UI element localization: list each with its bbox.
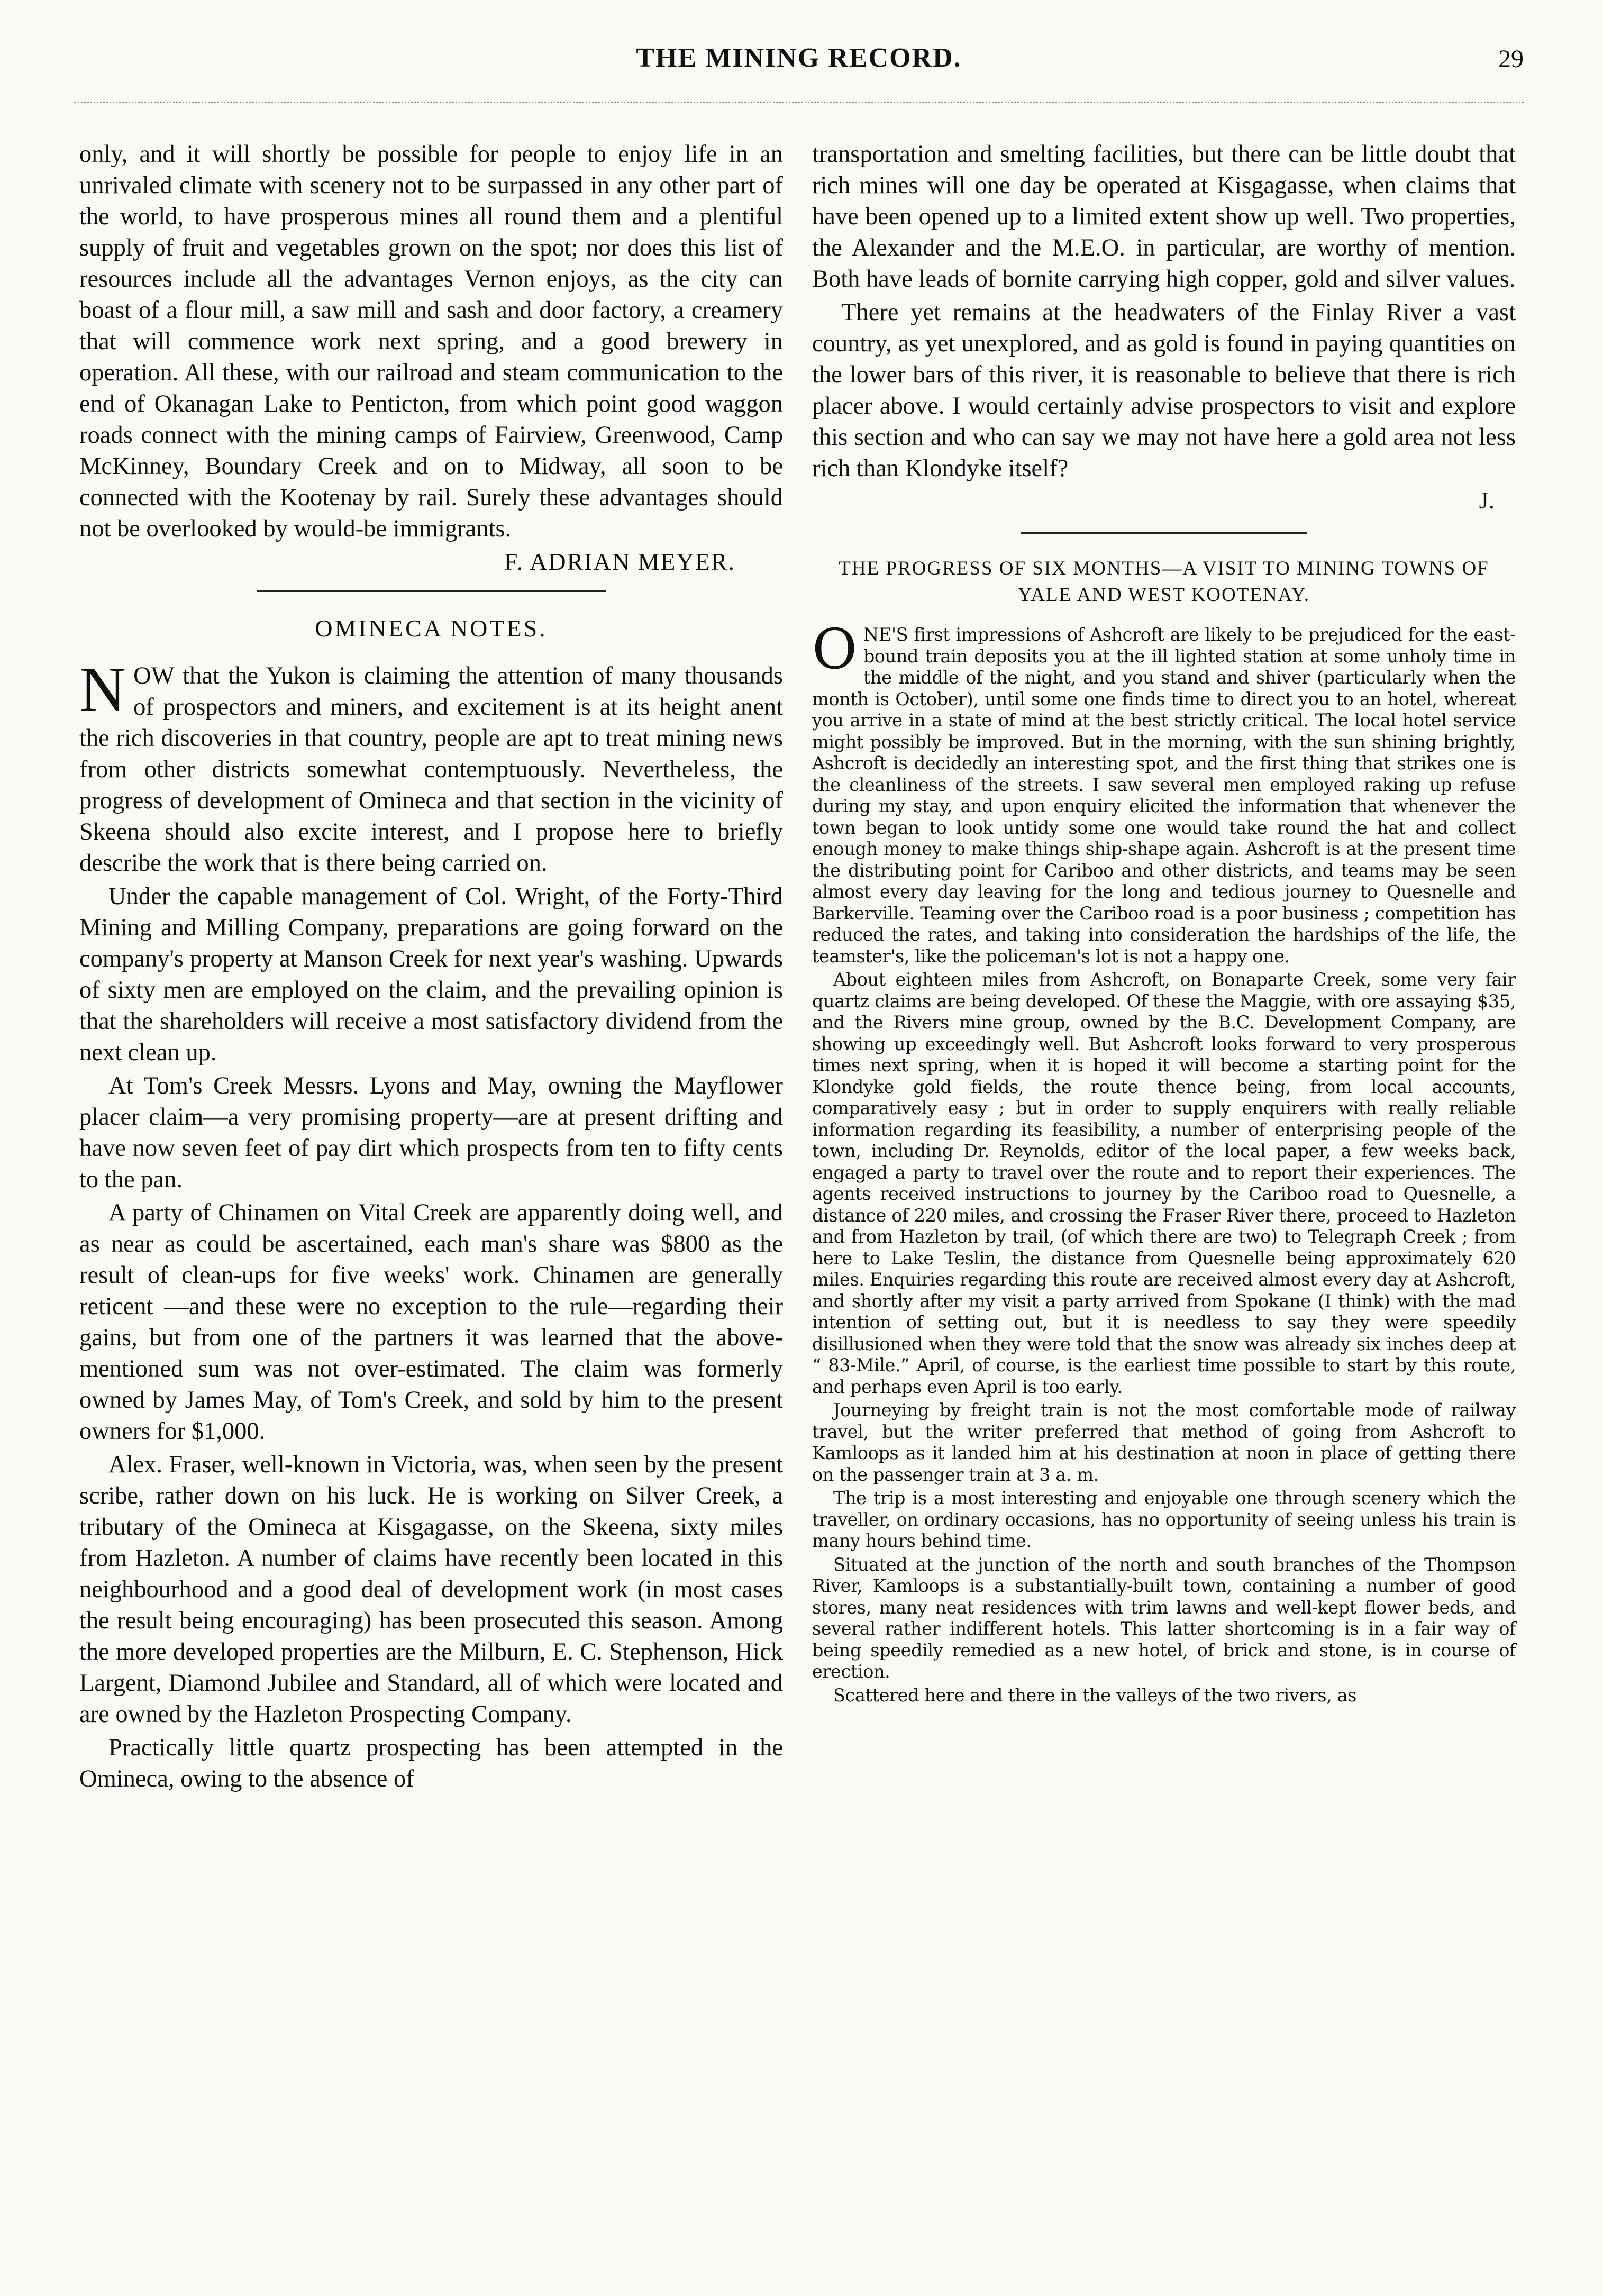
progress-article-title: THE PROGRESS OF SIX MONTHS—A VISIT TO MINING TOWNS OF YALE AND WEST KOOTENAY. (839, 558, 1489, 606)
header-rule (74, 102, 1524, 103)
progress-article-body (812, 617, 1516, 1706)
omineca-paragraph-1: OW that the Yukon is claiming the attention of many thousands of prospectors and miners, and excitement is at its height anent the rich discoveries in that country, people are apt to treat mining news from other districts somewhat contemptuously. Nevertheless, the progress of development of Omineca and that section in the vicinity of Skeena should also excite interest, and I propose here to briefly describe the work that is there being carried on. (79, 662, 783, 877)
drop-cap: O (812, 617, 857, 681)
omineca-paragraph-2: Under the capable management of Col. Wright, of the Forty-Third Mining and Milling Company, preparations are going forward on the company's property at Manson Creek for next year's washing. Upwards of sixty men are employed on the claim, and the prevailing opinion is that the shareholders will receive a most satisfactory dividend from the next clean up. (79, 883, 783, 1066)
finlay-paragraph: There yet remains at the headwaters of the Finlay River a vast country, as yet unexplored, and as gold is found in paying quantities on the lower bars of this river, it is reasonable to believe that there is rich placer above. I would certainly advise prospectors to visit and explore this section and who can say we may not have here a gold area not less rich than Klondyke itself? (812, 299, 1516, 482)
progress-paragraph-1: NE'S first impressions of Ashcroft are likely to be prejudiced for the east-bound train deposits you at the ill lighted station at some unholy time in the middle of the night, and you stand and shiver (particularly when the month is October), until some one finds time to direct you to an hotel, whereat you arrive in a state of mind at the best strictly critical. The local hotel service might possibly be improved. But in the morning, with the sun shining brightly, Ashcroft is decidedly an interesting spot, and the first thing that strikes one is the cleanliness of the streets. I saw several men employed raking up refuse during my stay, and upon enquiry elicited the information that whenever the town began to look untidy some one would take round the hat and collect enough money to make things ship-shape again. Ashcroft is at the present time the distributing point for Cariboo and other districts, and teams may be seen almost every day leaving for the long and tedious journey to Quesnelle and Barkerville. Teaming over the Cariboo road is a poor business ; competition has reduced the rates, and taking into consideration the hardships of the life, the teamster's, like the policeman's lot is not a happy one. (812, 624, 1516, 967)
omineca-paragraph-3: At Tom's Creek Messrs. Lyons and May, owning the Mayflower placer claim—a very promising property—are at present drifting and have now seven feet of pay dirt which prospects from ten to fifty cents to the pan. (79, 1072, 783, 1193)
page-number: 29 (1498, 45, 1524, 73)
initial-signature-row (812, 486, 1516, 514)
section-divider (1021, 532, 1307, 534)
omineca-paragraph-4: A party of Chinamen on Vital Creek are apparently doing well, and as near as could be ascertained, each man's share was $800 as the result of clean-ups for five weeks' work. Chinamen are generally reticent —and these were no exception to the rule—regarding their gains, but from one of the partners it was learned that the above-mentioned sum was not over-estimated. The claim was formerly owned by James May, of Tom's Creek, and sold by him to the present owners for $1,000. (79, 1199, 783, 1445)
progress-paragraph-4: The trip is a most interesting and enjoyable one through scenery which the traveller, on ordinary occasions, has no opportunity of seeing unless his train is many hours behind time. (812, 1488, 1516, 1551)
left-column (79, 139, 783, 1797)
initial-signature: J. (1479, 487, 1495, 514)
progress-paragraph-5: Situated at the junction of the north and south branches of the Thompson River, Kamloops is a substantially-built town, containing a number of good stores, many neat residences with trim lawns and well-kept flower beds, and several rather indifferent hotels. This latter shortcoming is in a fair way of being speedily remedied as a new hotel, of brick and stone, is in course of erection. (812, 1554, 1516, 1682)
drop-cap: N (79, 654, 126, 725)
progress-paragraph-2: About eighteen miles from Ashcroft, on Bonaparte Creek, some very fair quartz claims are being developed. Of these the Maggie, with ore assaying $35, and the Rivers mine group, owned by the B.C. Development Company, are showing up exceedingly well. But Ashcroft looks forward to very prosperous times next spring, when it is hoped it will become a starting point for the Klondyke gold fields, the route thence being, from local accounts, comparatively easy ; but in order to supply enquirers with really reliable information regarding its feasibility, a number of enterprising people of the town, including Dr. Reynolds, editor of the local paper, a few weeks back, engaged a party to travel over the route and to report their experiences. The agents received instructions to journey by the Cariboo road to Quesnelle, a distance of 220 miles, and crossing the Fraser River there, proceed to Hazleton and from Hazleton by trail, (of which there are two) to Telegraph Creek ; from here to Lake Teslin, the distance from Quesnelle being approximately 620 miles. Enquiries regarding this route are received almost every day at Ashcroft, and shortly after my visit a party arrived from Spokane (I think) with the mad intention of setting out, but it is needless to say they were speedily disillusioned when they were told that the snow was already six inches deep at “ 83-Mile.” April, of course, is the earliest time possible to start by this route, and perhaps even April is too early. (812, 969, 1516, 1397)
vernon-paragraph: only, and it will shortly be possible for people to enjoy life in an unrivaled climate with scenery not to be surpassed in any other part of the world, to have prosperous mines all round them and a plentiful supply of fruit and vegetables grown on the spot; nor does this list of resources include all the advantages Vernon enjoys, as the city can boast of a flour mill, a saw mill and sash and door factory, a creamery that will commence work next spring, and a good brewery in operation. All these, with our railroad and steam communication to the end of Okanagan Lake to Penticton, from which point good waggon roads connect with the mining camps of Fairview, Greenwood, Camp McKinney, Boundary Creek and on to Midway, all soon to be connected with the Kootenay by rail. Surely these advantages should not be overlooked by would-be immigrants. (79, 141, 783, 542)
omineca-paragraph-6: Practically little quartz prospecting has been attempted in the Omineca, owing to the absence of (79, 1734, 783, 1792)
page-header (74, 42, 1524, 90)
running-title: THE MINING RECORD. (636, 43, 962, 73)
right-column (812, 139, 1516, 1708)
section-divider (257, 590, 606, 592)
continued-paragraph: transportation and smelting facilities, but there can be little doubt that rich mines will one day be operated at Kisgagasse, when claims that have been opened up to a limited extent show up well. Two properties, the Alexander and the M.E.O. in particular, are worthy of mention. Both have leads of bornite carrying high copper, gold and silver values. (812, 141, 1516, 293)
omineca-paragraph-5: Alex. Fraser, well-known in Victoria, was, when seen by the present scribe, rather down on his luck. He is working on Silver Creek, a tributary of the Omineca at Kisgagasse, on the Skeena, sixty miles from Hazleton. A number of claims have recently been located in this neighbourhood and a good deal of development work (in most cases the result being encouraging) has been prosecuted this season. Among the more developed properties are the Milburn, E. C. Stephenson, Hick Largent, Diamond Jubilee and Standard, all of which were located and are owned by the Hazleton Prospecting Company. (79, 1451, 783, 1728)
omineca-notes-title: OMINECA NOTES. (315, 615, 548, 642)
progress-paragraph-3: Journeying by freight train is not the most comfortable mode of railway travel, but the writer preferred that method of going from Ashcroft to Kamloops as it landed him at his destination at noon in place of getting there on the passenger train at 3 a. m. (812, 1400, 1516, 1485)
author-signature: F. ADRIAN MEYER. (504, 548, 735, 575)
progress-paragraph-6: Scattered here and there in the valleys of the two rivers, as (833, 1684, 1357, 1706)
